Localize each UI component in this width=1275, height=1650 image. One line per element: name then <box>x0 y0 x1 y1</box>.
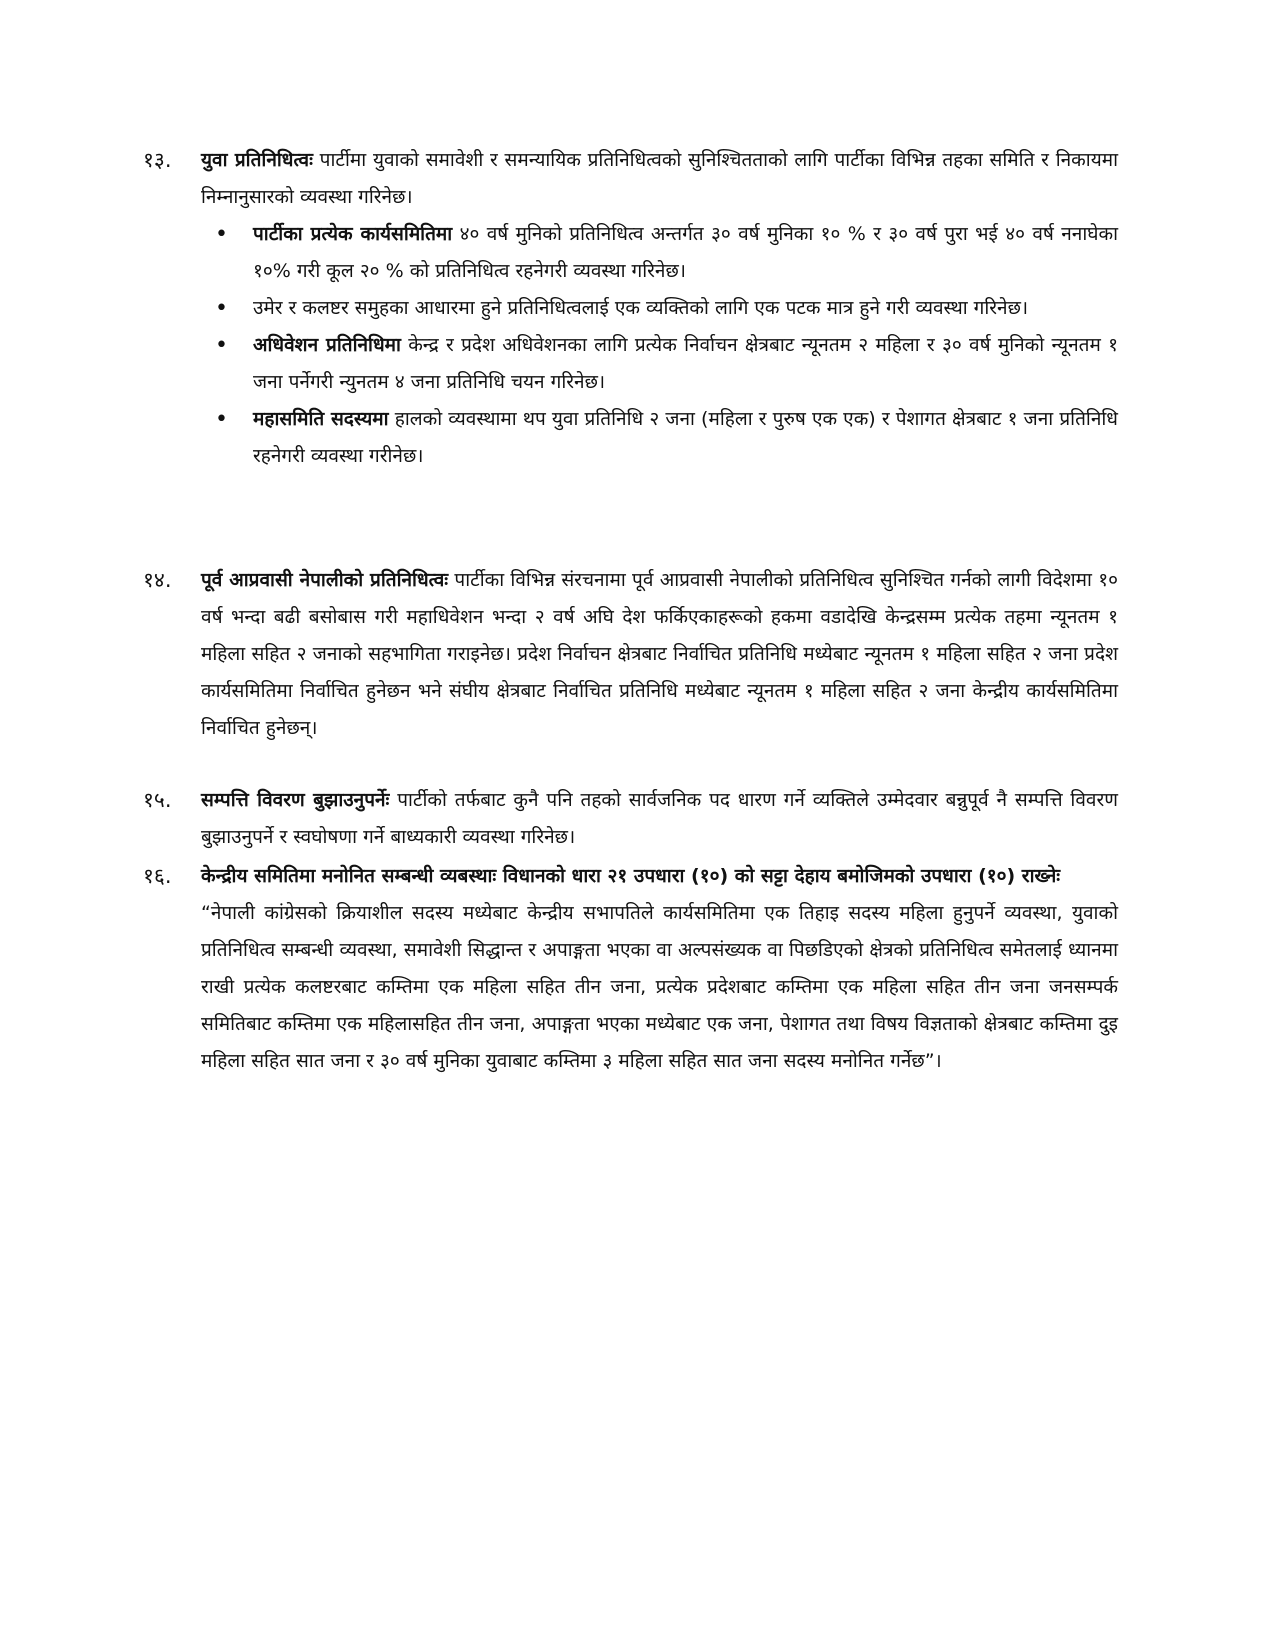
section-number: १५. <box>143 788 172 812</box>
list-item <box>215 401 1118 475</box>
section-text: पार्टीका विभिन्न संरचनामा पूर्व आप्रवासी नेपालीको प्रतिनिधित्व सुनिश्चित गर्नको लागी विदेशमा १० वर्ष भन्दा बढी बसोबास गरी महाधिवेशन भन्दा २ वर्ष अघि देश फर्किएकाहरूको हकमा वडादेखि केन्द्रसम्म प्रत्येक तहमा न्यूनतम १ महिला सहित २ जनाको सहभागिता गराइनेछ। प्रदेश निर्वाचन क्षेत्रबाट निर्वाचित प्रतिनिधि मध्येबाट न्यूनतम १ महिला सहित २ जना प्रदेश कार्यसमितिमा निर्वाचित हुनेछन भने संघीय क्षेत्रबाट निर्वाचित प्रतिनिधि मध्येबाट न्यूनतम १ महिला सहित २ जना केन्द्रीय कार्यसमितिमा निर्वाचित हुनेछन्। <box>201 569 1118 739</box>
section-text: पार्टीमा युवाको समावेशी र समन्यायिक प्रतिनिधित्वको सुनिश्चितताको लागि पार्टीका विभिन्न तहका समिति र निकायमा निम्नानुसारको व्यवस्था गरिनेछ। <box>201 149 1118 208</box>
section-heading: पूर्व आप्रवासी नेपालीको प्रतिनिधित्वः <box>201 569 449 591</box>
section-body <box>201 142 1118 216</box>
list-item-text <box>253 216 1118 290</box>
section-number: १३. <box>143 148 172 172</box>
section-13 <box>143 142 1118 475</box>
list-item-body: उमेर र कलष्टर समुहका आधारमा हुने प्रतिनिधित्वलाई एक व्यक्तिको लागि एक पटक मात्र हुने गरी व्यवस्था गरिनेछ। <box>253 297 1029 319</box>
section-number: १६. <box>143 864 172 888</box>
list-item <box>215 290 1118 327</box>
section-body <box>201 858 1118 895</box>
section-14 <box>143 562 1118 747</box>
list-item <box>215 327 1118 401</box>
section-heading: युवा प्रतिनिधित्वः <box>201 149 313 171</box>
list-item <box>215 216 1118 290</box>
section-heading: सम्पत्ति विवरण बुझाउनुपर्नेः <box>201 789 390 811</box>
section-body <box>201 562 1118 747</box>
list-item-bold: पार्टीका प्रत्येक कार्यसमितिमा <box>253 223 453 245</box>
section-15 <box>143 782 1118 856</box>
list-item-text <box>253 401 1118 475</box>
list-item-bold: अधिवेशन प्रतिनिधिमा <box>253 334 401 356</box>
section-text: पार्टीको तर्फबाट कुनै पनि तहको सार्वजनिक पद धारण गर्ने व्यक्तिले उम्मेदवार बन्नुपूर्व नै सम्पत्ति विवरण बुझाउनुपर्ने र स्वघोषणा गर्ने बाध्यकारी व्यवस्था गरिनेछ। <box>201 789 1118 848</box>
bullet-list <box>143 216 1118 475</box>
list-item-text <box>253 327 1118 401</box>
amendment-quote: “नेपाली कांग्रेसको क्रियाशील सदस्य मध्येबाट केन्द्रीय सभापतिले कार्यसमितिमा एक तिहाइ सदस्य महिला हुनुपर्ने व्यवस्था, युवाको प्रतिनिधित्व सम्बन्धी व्यवस्था, समावेशी सिद्धान्त र अपाङ्गता भएका वा अल्पसंख्यक वा पिछडिएको क्षेत्रको प्रतिनिधित्व समेतलाई ध्यानमा राखी प्रत्येक कलष्टरबाट कम्तिमा एक महिला सहित तीन जना, प्रत्येक प्रदेशबाट कम्तिमा एक महिला सहित तीन जना जनसम्पर्क समितिबाट कम्तिमा एक महिलासहित तीन जना, अपाङ्गता भएका मध्येबाट एक जना, पेशागत तथा विषय विज्ञताको क्षेत्रबाट कम्तिमा दुइ महिला सहित सात जना र ३० वर्ष मुनिका युवाबाट कम्तिमा ३ महिला सहित सात जना सदस्य मनोनित गर्नेछ”। <box>201 902 1118 1072</box>
section-number: १४. <box>143 568 172 592</box>
list-item-body: हालको व्यवस्थामा थप युवा प्रतिनिधि २ जना (महिला र पुरुष एक एक) र पेशागत क्षेत्रबाट १ जना प्रतिनिधि रहनेगरी व्यवस्था गरीनेछ। <box>253 408 1118 467</box>
bullet-icon: • <box>215 333 228 358</box>
section-body <box>201 782 1118 856</box>
bullet-icon: • <box>215 222 228 247</box>
section-heading: केन्द्रीय समितिमा मनोनित सम्बन्धी व्यबस्थाः विधानको धारा २१ उपधारा (१०) को सट्टा देहाय बमोजिमको उपधारा (१०) राख्नेः <box>201 865 1061 887</box>
section-16 <box>143 858 1118 1080</box>
list-item-body: केन्द्र र प्रदेश अधिवेशनका लागि प्रत्येक निर्वाचन क्षेत्रबाट न्यूनतम २ महिला र ३० वर्ष मुनिको न्यूनतम १ जना पर्नेगरी न्युनतम ४ जना प्रतिनिधि चयन गरिनेछ। <box>253 334 1118 393</box>
list-item-body: ४० वर्ष मुनिको प्रतिनिधित्व अन्तर्गत ३० वर्ष मुनिका १० % र ३० वर्ष पुरा भई ४० वर्ष ननाघेका १०% गरी कूल २० % को प्रतिनिधित्व रहनेगरी व्यवस्था गरिनेछ। <box>253 223 1118 282</box>
list-item-bold: महासमिति सदस्यमा <box>253 408 389 430</box>
bullet-icon: • <box>215 296 228 321</box>
bullet-icon: • <box>215 407 228 432</box>
list-item-text <box>253 290 1118 327</box>
